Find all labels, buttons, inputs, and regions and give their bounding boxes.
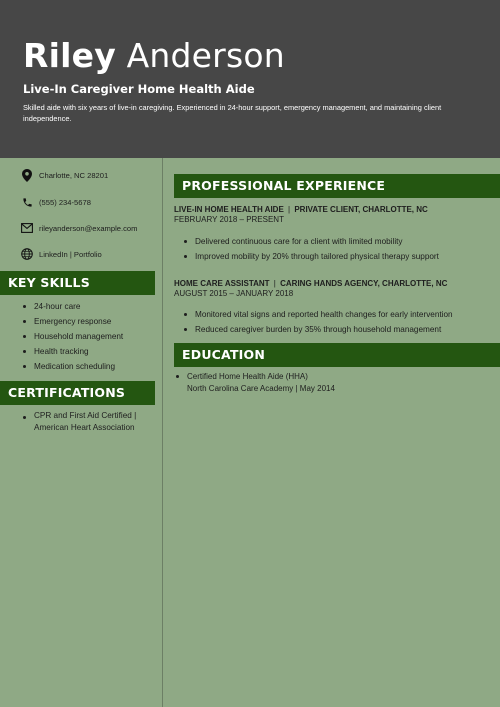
education-school: North Carolina Care Academy | May 2014	[187, 384, 335, 393]
contact-links	[20, 247, 102, 261]
job-dates: AUGUST 2015 – JANUARY 2018	[174, 289, 294, 298]
contact-email	[20, 221, 137, 235]
list-item: Health tracking	[21, 344, 156, 359]
education-entry	[174, 370, 335, 395]
list-item: 24-hour care	[21, 299, 156, 314]
phone-text[interactable]: (555) 234-5678	[39, 197, 91, 207]
contact-phone	[20, 195, 91, 209]
location-text: Charlotte, NC 28201	[39, 170, 109, 180]
envelope-icon	[20, 221, 34, 235]
list-item: Monitored vital signs and reported health changes for early intervention	[182, 307, 492, 322]
job-employer: CARING HANDS AGENCY, CHARLOTTE, NC	[280, 279, 448, 288]
contact-location	[20, 168, 108, 182]
skills-heading: KEY SKILLS	[0, 271, 155, 295]
list-item: Delivered continuous care for a client with limited mobility	[182, 234, 492, 249]
education-heading: EDUCATION	[174, 343, 500, 367]
job-header	[174, 205, 428, 214]
list-item: Improved mobility by 20% through tailored physical therapy support	[182, 249, 492, 264]
job-title: HOME CARE ASSISTANT	[174, 279, 270, 288]
phone-icon	[20, 195, 34, 209]
list-item: Reduced caregiver burden by 35% through household management	[182, 322, 492, 337]
certifications-heading: CERTIFICATIONS	[0, 381, 155, 405]
first-name: Riley	[23, 36, 116, 75]
job-bullets	[182, 307, 492, 337]
job-bullets	[182, 234, 492, 264]
globe-icon	[20, 247, 34, 261]
candidate-name	[23, 36, 285, 76]
profile-links[interactable]: LinkedIn | Portfolio	[39, 249, 102, 259]
list-item: CPR and First Aid Certified | American Heart Association	[21, 410, 149, 434]
email-link[interactable]: rileyanderson@example.com	[39, 223, 138, 233]
list-item: Medication scheduling	[21, 359, 156, 374]
list-item: Household management	[21, 329, 156, 344]
job-employer: PRIVATE CLIENT, CHARLOTTE, NC	[294, 205, 428, 214]
job-dates: FEBRUARY 2018 – PRESENT	[174, 215, 284, 224]
map-pin-icon	[20, 168, 34, 182]
experience-heading: PROFESSIONAL EXPERIENCE	[174, 174, 500, 198]
job-title: LIVE-IN HOME HEALTH AIDE	[174, 205, 284, 214]
certifications-list	[21, 410, 149, 434]
last-name: Anderson	[126, 36, 285, 75]
skills-list	[21, 299, 156, 374]
resume-header	[0, 0, 500, 158]
job-title: Live-In Caregiver Home Health Aide	[23, 82, 255, 96]
list-item: Emergency response	[21, 314, 156, 329]
education-credential: Certified Home Health Aide (HHA)	[174, 370, 335, 383]
job-header	[174, 279, 447, 288]
separator: |	[288, 205, 291, 214]
summary: Skilled aide with six years of live-in caregiving. Experienced in 24-hour support, emergency management, and maintaining client independence.	[23, 103, 442, 123]
separator: |	[273, 279, 276, 288]
